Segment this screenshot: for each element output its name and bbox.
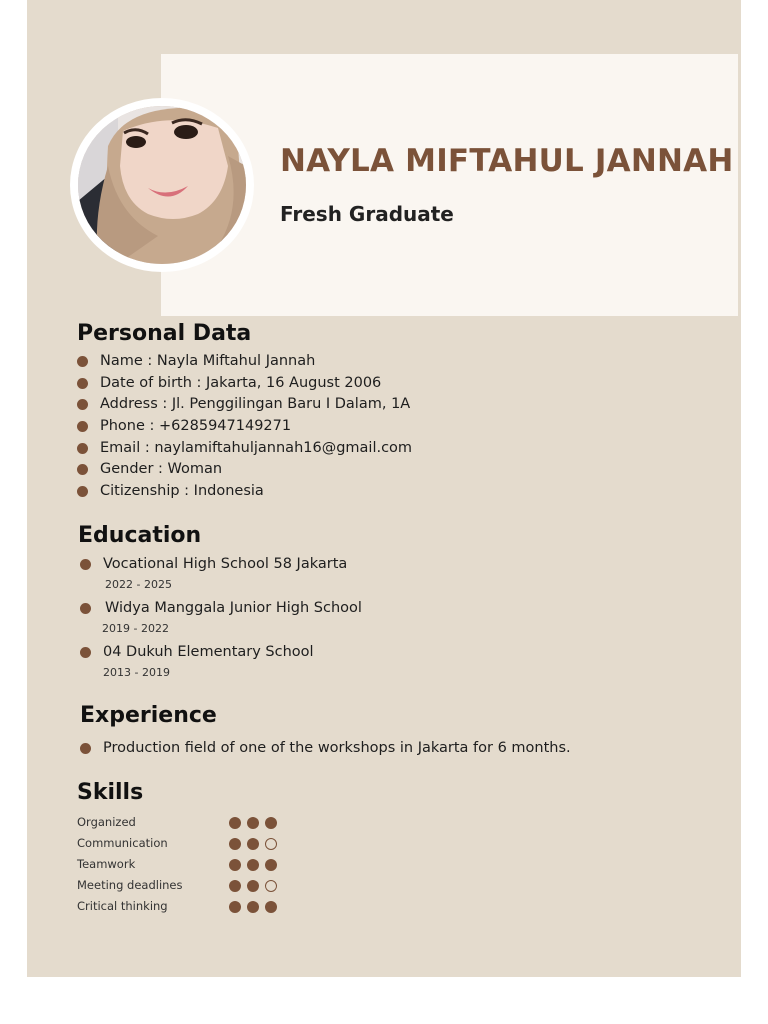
personal-phone: Phone : +6285947149271 <box>100 418 292 435</box>
list-item <box>77 416 412 438</box>
education-years: 2013 - 2019 <box>103 666 170 679</box>
bullet-dot-icon <box>80 647 91 658</box>
candidate-name: NAYLA MIFTAHUL JANNAH <box>280 143 734 179</box>
skill-row <box>77 836 297 854</box>
candidate-role: Fresh Graduate <box>280 202 454 226</box>
education-years: 2019 - 2022 <box>102 622 169 635</box>
profile-photo <box>78 106 246 264</box>
personal-name: Name : Nayla Miftahul Jannah <box>100 353 316 369</box>
bullet-dot-icon <box>77 356 88 367</box>
bullet-dot-icon <box>77 399 88 410</box>
education-school: Vocational High School 58 Jakarta <box>103 556 348 572</box>
personal-data-list <box>77 351 412 503</box>
skill-row <box>77 857 297 875</box>
experience-entry: Production field of one of the workshops in Jakarta for 6 months. <box>103 740 571 756</box>
skill-label: Critical thinking <box>77 899 168 913</box>
skill-dot-icon <box>229 859 241 871</box>
skill-label: Teamwork <box>77 857 136 871</box>
skill-label: Organized <box>77 815 136 829</box>
list-item <box>77 351 412 373</box>
personal-citizenship: Citizenship : Indonesia <box>100 483 264 500</box>
bullet-dot-icon <box>77 443 88 454</box>
skills-title: Skills <box>77 780 144 805</box>
list-item <box>77 459 412 481</box>
bullet-dot-icon <box>80 559 91 570</box>
bullet-dot-icon <box>80 743 91 754</box>
skill-label: Meeting deadlines <box>77 878 183 892</box>
education-years: 2022 - 2025 <box>105 578 172 591</box>
skill-dot-icon <box>247 838 259 850</box>
skill-dot-icon <box>265 901 277 913</box>
skill-dot-icon <box>229 838 241 850</box>
bullet-dot-icon <box>77 421 88 432</box>
skill-dot-icon <box>247 817 259 829</box>
skill-label: Communication <box>77 836 168 850</box>
list-item <box>77 394 412 416</box>
skill-row <box>77 815 297 833</box>
avatar <box>78 106 246 264</box>
skill-dot-icon <box>229 901 241 913</box>
personal-gender: Gender : Woman <box>100 461 223 478</box>
skill-dot-icon <box>265 838 277 850</box>
list-item <box>77 481 412 503</box>
bullet-dot-icon <box>77 464 88 475</box>
skill-row <box>77 899 297 917</box>
skill-dot-icon <box>265 880 277 892</box>
skill-dot-icon <box>247 859 259 871</box>
skill-dot-icon <box>247 880 259 892</box>
education-school: 04 Dukuh Elementary School <box>103 644 314 660</box>
skill-row <box>77 878 297 896</box>
education-title: Education <box>78 523 202 548</box>
personal-data-title: Personal Data <box>77 321 252 346</box>
skill-dot-icon <box>229 880 241 892</box>
education-school: Widya Manggala Junior High School <box>105 600 362 616</box>
bullet-dot-icon <box>80 603 91 614</box>
skill-dot-icon <box>265 817 277 829</box>
list-item <box>77 373 412 395</box>
list-item <box>77 438 412 460</box>
bullet-dot-icon <box>77 378 88 389</box>
skill-dot-icon <box>265 859 277 871</box>
skill-dot-icon <box>229 817 241 829</box>
list-item <box>80 738 571 759</box>
personal-address: Address : Jl. Penggilingan Baru I Dalam, 1A <box>100 396 411 413</box>
personal-birth: Date of birth : Jakarta, 16 August 2006 <box>100 374 382 391</box>
experience-title: Experience <box>80 703 217 728</box>
bullet-dot-icon <box>77 486 88 497</box>
skill-dot-icon <box>247 901 259 913</box>
personal-email: Email : naylamiftahuljannah16@gmail.com <box>100 439 413 456</box>
